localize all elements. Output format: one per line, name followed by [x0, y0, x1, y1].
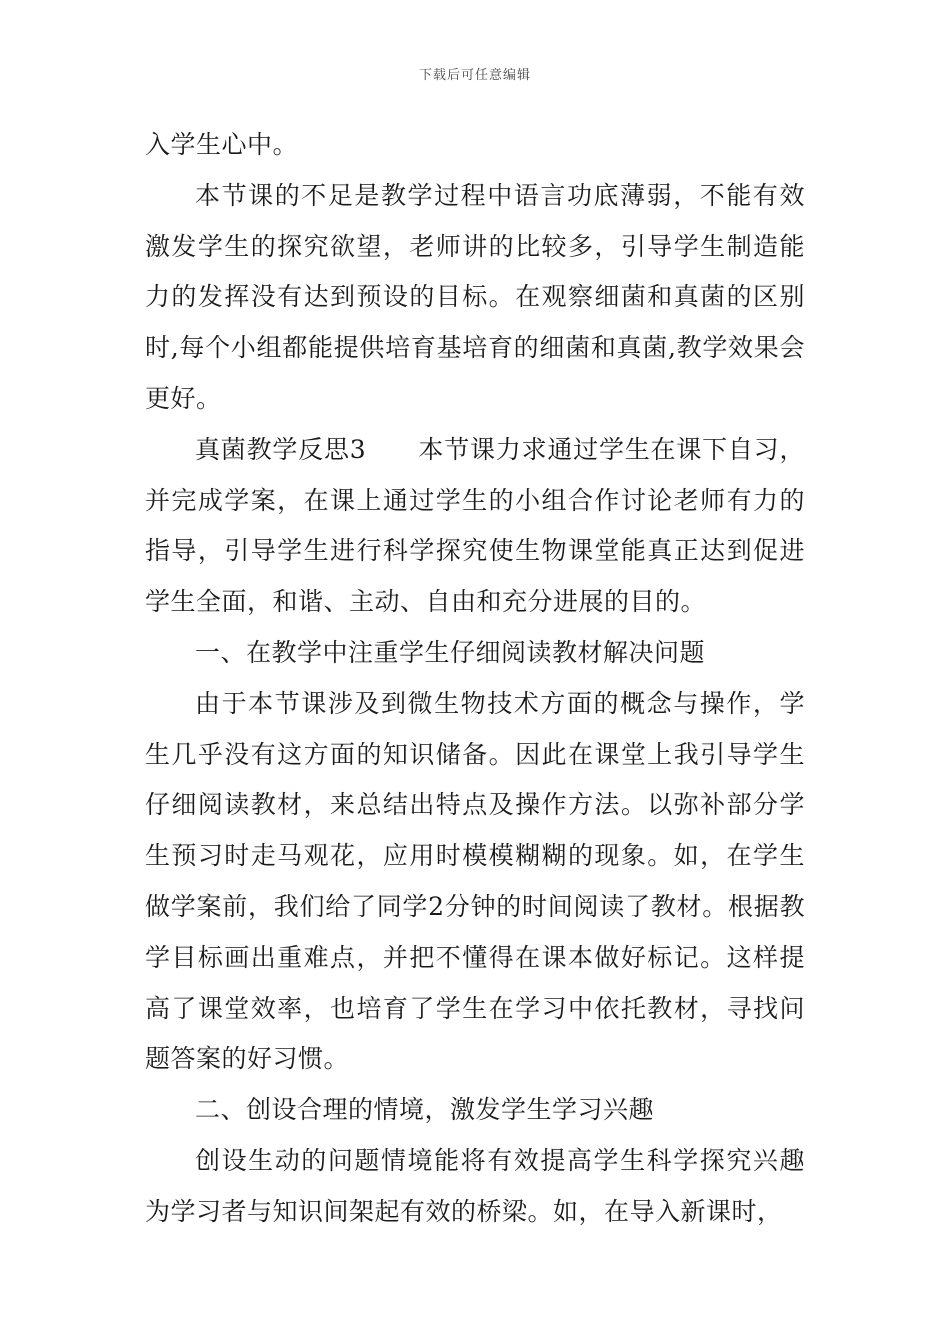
paragraph-4: 由于本节课涉及到微生物技术方面的概念与操作，学生几乎没有这方面的知识储备。因此在课堂上我引导学生仔细阅读教材，来总结出特点及操作方法。以弥补部分学生预习时走马观花，应用时模模糊糊的现象。如，在学生做学案前，我们给了同学2分钟的时间阅读了教材。根据教学目标画出重难点，并把不懂得在课本做好标记。这样提高了课堂效率，也培育了学生在学习中依托教材，寻找问题答案的好习惯。: [145, 688, 805, 1074]
heading-1: 一、在教学中注重学生仔细阅读教材解决问题: [195, 637, 706, 667]
page-header: 下载后可任意编辑: [418, 68, 531, 83]
paragraph-3-text: 本节课力求通过学生在课下自习，并完成学案，在课上通过学生的小组合作讨论老师有力的指导，引导学生进行科学探究使生物课堂能真正达到促进学生全面，和谐、主动、自由和充分进展的目的。: [145, 434, 805, 617]
heading-2: 二、创设合理的情境，激发学生学习兴趣: [195, 1095, 655, 1125]
paragraph-5: 创设生动的问题情境能将有效提高学生科学探究兴趣为学习者与知识间架起有效的桥梁。如，在导入新课时，: [145, 1145, 805, 1226]
paragraph-1: 入学生心中。: [145, 130, 299, 159]
section-title: 真菌教学反思3: [195, 434, 367, 464]
paragraph-2: 本节课的不足是教学过程中语言功底薄弱，不能有效激发学生的探究欲望，老师讲的比较多，引导学生制造能力的发挥没有达到预设的目标。在观察细菌和真菌的区别时,每个小组都能提供培育基培育的细菌和真菌,教学效果会更好。: [145, 180, 805, 413]
document-body: [145, 120, 805, 1238]
paragraph-3: [145, 425, 805, 628]
